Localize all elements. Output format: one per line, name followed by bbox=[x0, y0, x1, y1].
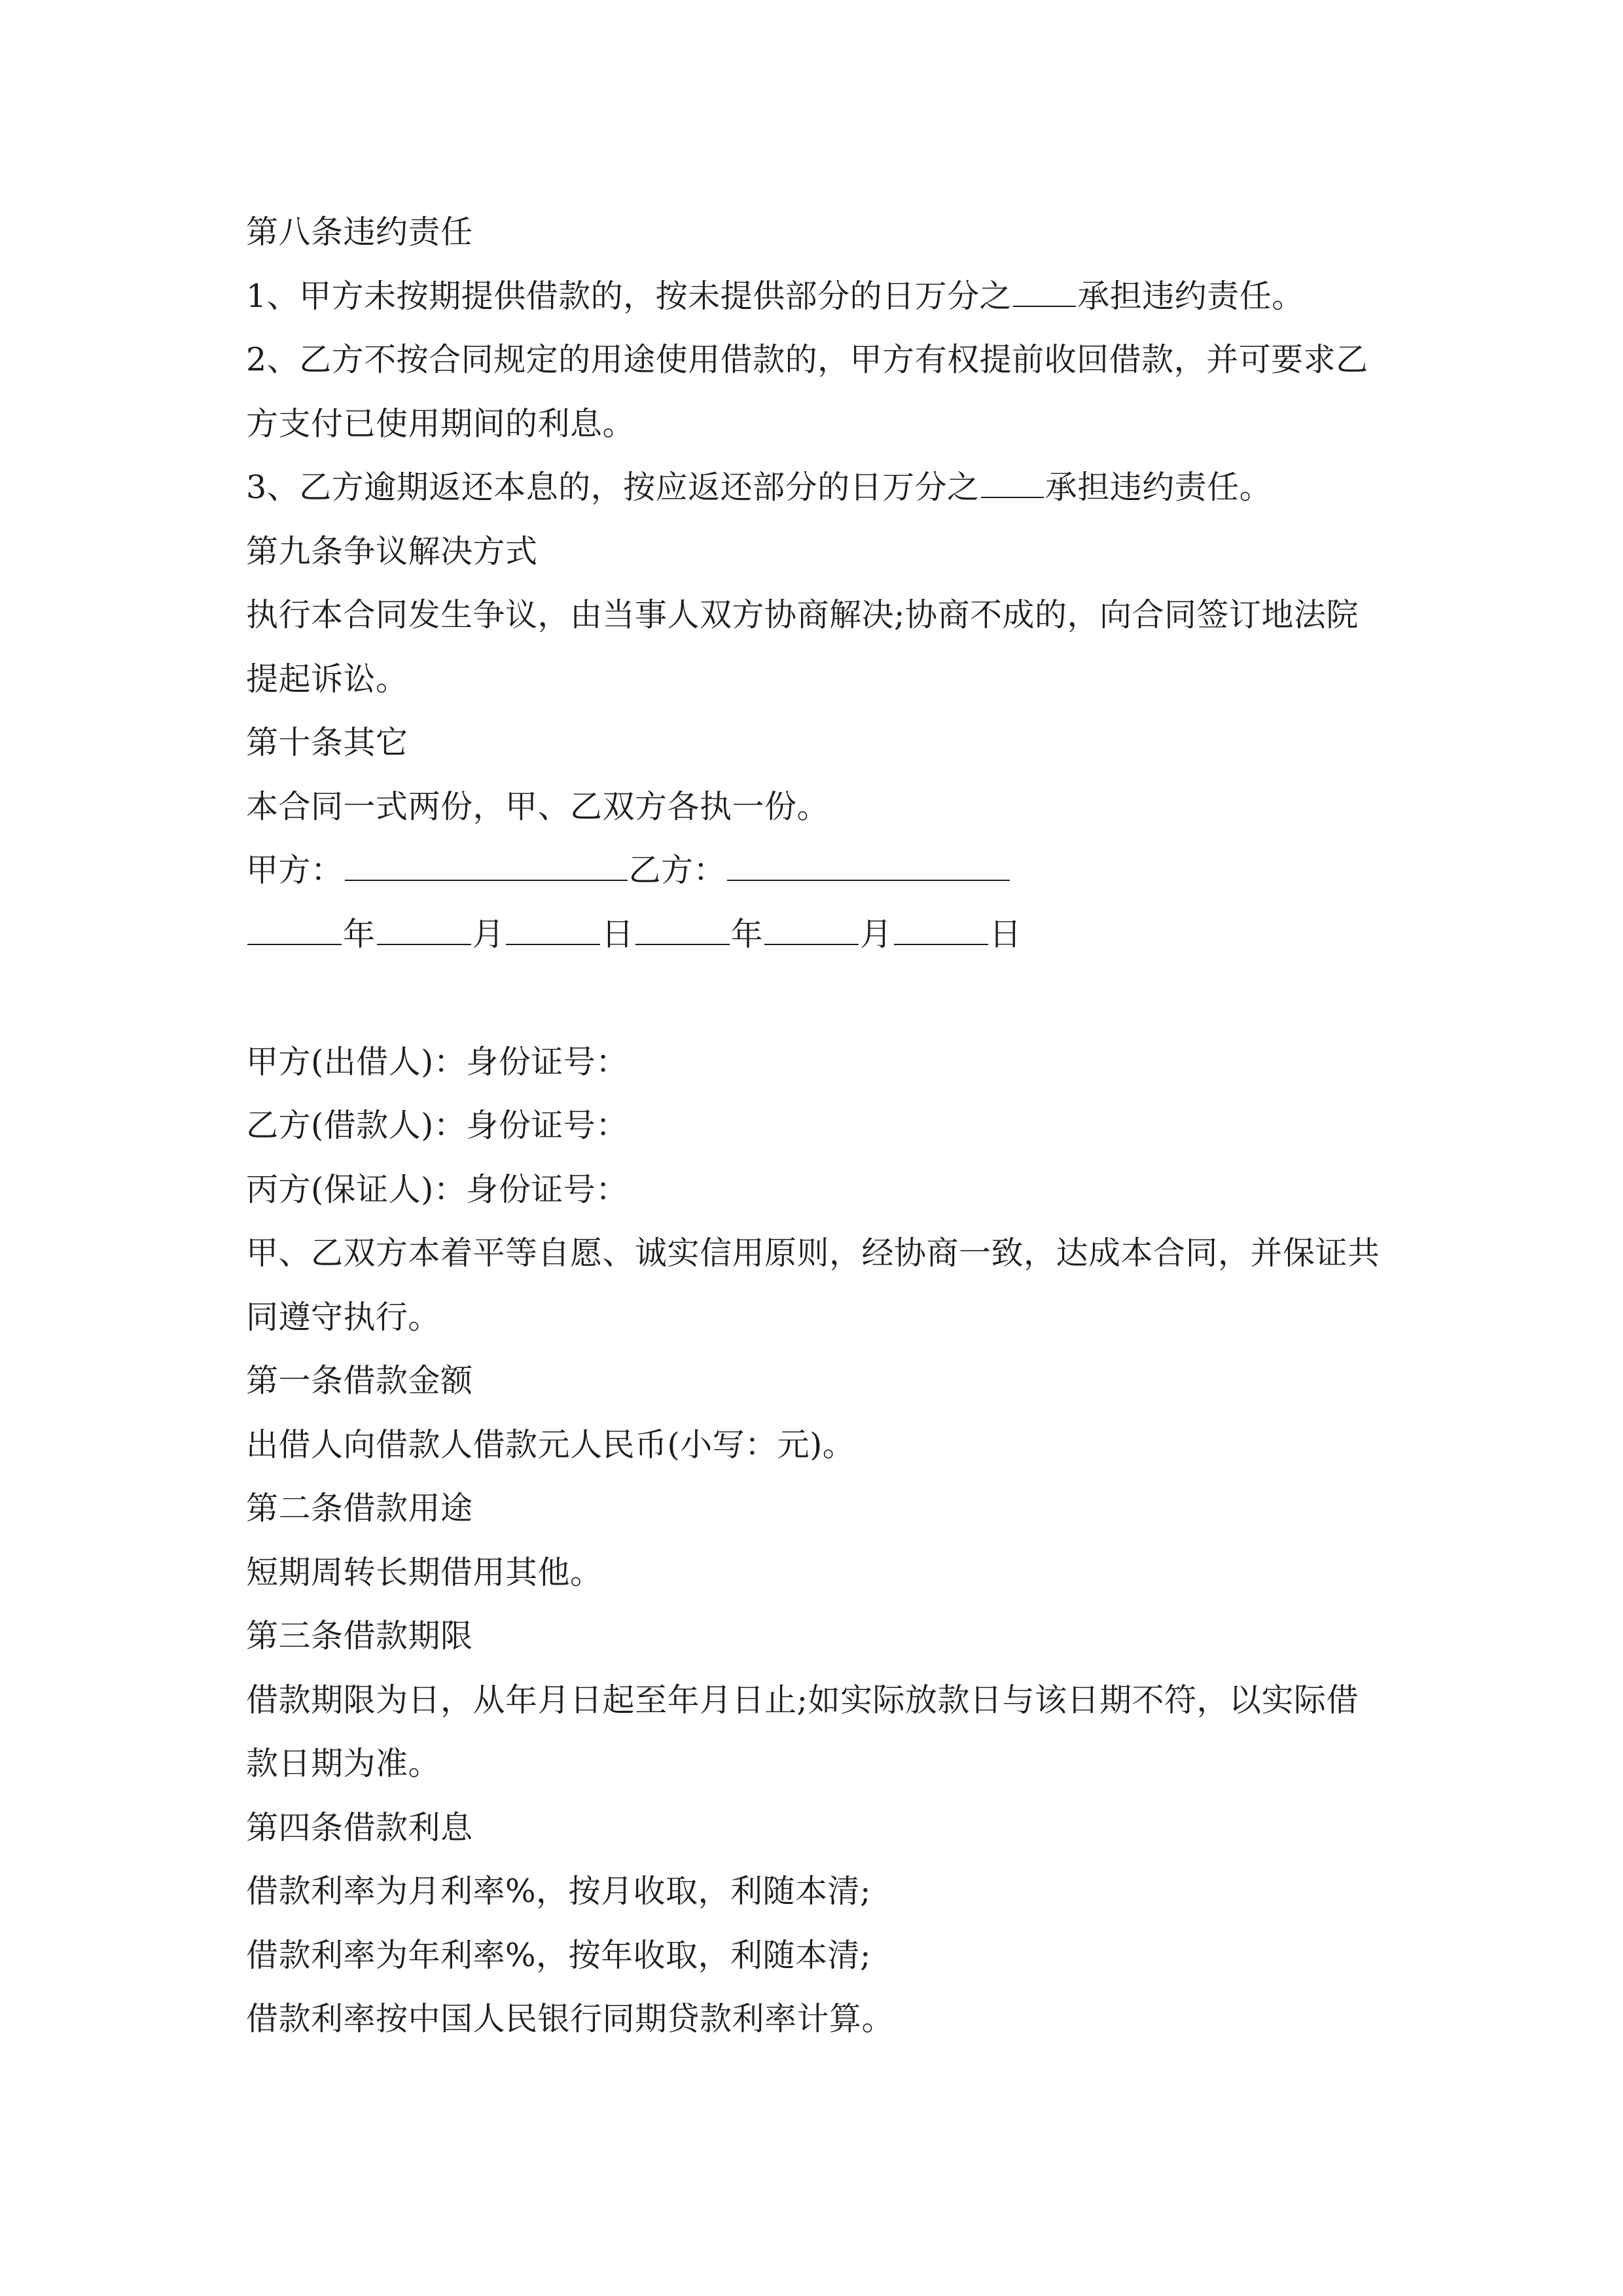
article-4-line-3: 借款利率按中国人民银行同期贷款利率计算。 bbox=[246, 2000, 895, 2037]
month-blank bbox=[377, 915, 471, 945]
article-8-item-2-line-2: 方支付已使用期间的利息。 bbox=[246, 404, 635, 442]
preamble-line-1: 甲、乙双方本着平等自愿、诚实信用原则，经协商一致，达成本合同，并保证共 bbox=[246, 1234, 1380, 1272]
article-10-heading: 第十条其它 bbox=[246, 724, 408, 761]
article-4-heading: 第四条借款利息 bbox=[246, 1808, 473, 1846]
month-blank bbox=[764, 915, 859, 945]
article-8-item-1-suffix: 承担违约责任。 bbox=[1077, 277, 1304, 315]
day-blank bbox=[894, 915, 988, 945]
lender-line: 甲方(出借人)：身份证号： bbox=[246, 1043, 628, 1081]
preamble-line-2: 同遵守执行。 bbox=[246, 1298, 441, 1336]
party-a-label: 甲方： bbox=[246, 852, 344, 889]
article-3-heading: 第三条借款期限 bbox=[246, 1617, 473, 1655]
borrower-line: 乙方(借款人)：身份证号： bbox=[246, 1107, 628, 1144]
year-blank bbox=[635, 915, 730, 945]
year-label: 年 bbox=[730, 915, 764, 953]
article-8-item-2-line-1: 2、乙方不按合同规定的用途使用借款的，甲方有权提前收回借款，并可要求乙 bbox=[246, 341, 1368, 378]
article-2-text: 短期周转长期借用其他。 bbox=[246, 1553, 603, 1591]
section-spacer bbox=[246, 966, 1380, 1030]
day-label: 日 bbox=[601, 915, 634, 953]
article-4-line-2: 借款利率为年利率%，按年收取，利随本清; bbox=[246, 1936, 872, 1974]
day-blank bbox=[506, 915, 600, 945]
article-8-item-3-text: 3、乙方逾期返还本息的，按应返还部分的日万分之 bbox=[246, 469, 980, 506]
blank-field bbox=[981, 468, 1044, 498]
article-9-line-2: 提起诉讼。 bbox=[246, 660, 408, 698]
article-1-text: 出借人向借款人借款元人民币(小写：元)。 bbox=[246, 1426, 855, 1463]
article-1-heading: 第一条借款金额 bbox=[246, 1362, 473, 1399]
year-blank bbox=[247, 915, 342, 945]
article-3-line-1: 借款期限为日，从年月日起至年月日止;如实际放款日与该日期不符，以实际借 bbox=[246, 1681, 1359, 1719]
article-9-heading: 第九条争议解决方式 bbox=[246, 532, 538, 570]
signature-parties bbox=[246, 838, 1380, 903]
article-10-line-1: 本合同一式两份，甲、乙双方各执一份。 bbox=[246, 787, 830, 825]
guarantor-line: 丙方(保证人)：身份证号： bbox=[246, 1170, 628, 1208]
month-label: 月 bbox=[472, 915, 505, 953]
party-a-blank bbox=[345, 851, 628, 881]
article-9-line-1: 执行本合同发生争议，由当事人双方协商解决;协商不成的，向合同签订地法院 bbox=[246, 596, 1359, 634]
document-body bbox=[246, 200, 1380, 2051]
article-8-item-3-suffix: 承担违约责任。 bbox=[1044, 469, 1272, 506]
article-3-line-2: 款日期为准。 bbox=[246, 1745, 441, 1782]
article-2-heading: 第二条借款用途 bbox=[246, 1490, 473, 1527]
article-8-item-1-text: 1、甲方未按期提供借款的，按未提供部分的日万分之 bbox=[246, 277, 1012, 315]
article-8-item-1 bbox=[246, 264, 1380, 329]
year-label: 年 bbox=[343, 915, 376, 953]
article-8-item-3 bbox=[246, 456, 1380, 520]
article-4-line-1: 借款利率为月利率%，按月收取，利随本清; bbox=[246, 1873, 872, 1910]
day-label: 日 bbox=[989, 915, 1022, 953]
signature-dates bbox=[246, 903, 1380, 967]
month-label: 月 bbox=[860, 915, 893, 953]
article-8-heading: 第八条违约责任 bbox=[246, 213, 473, 251]
blank-field bbox=[1013, 277, 1076, 307]
party-b-blank bbox=[727, 851, 1010, 881]
party-b-label: 乙方： bbox=[628, 852, 726, 889]
